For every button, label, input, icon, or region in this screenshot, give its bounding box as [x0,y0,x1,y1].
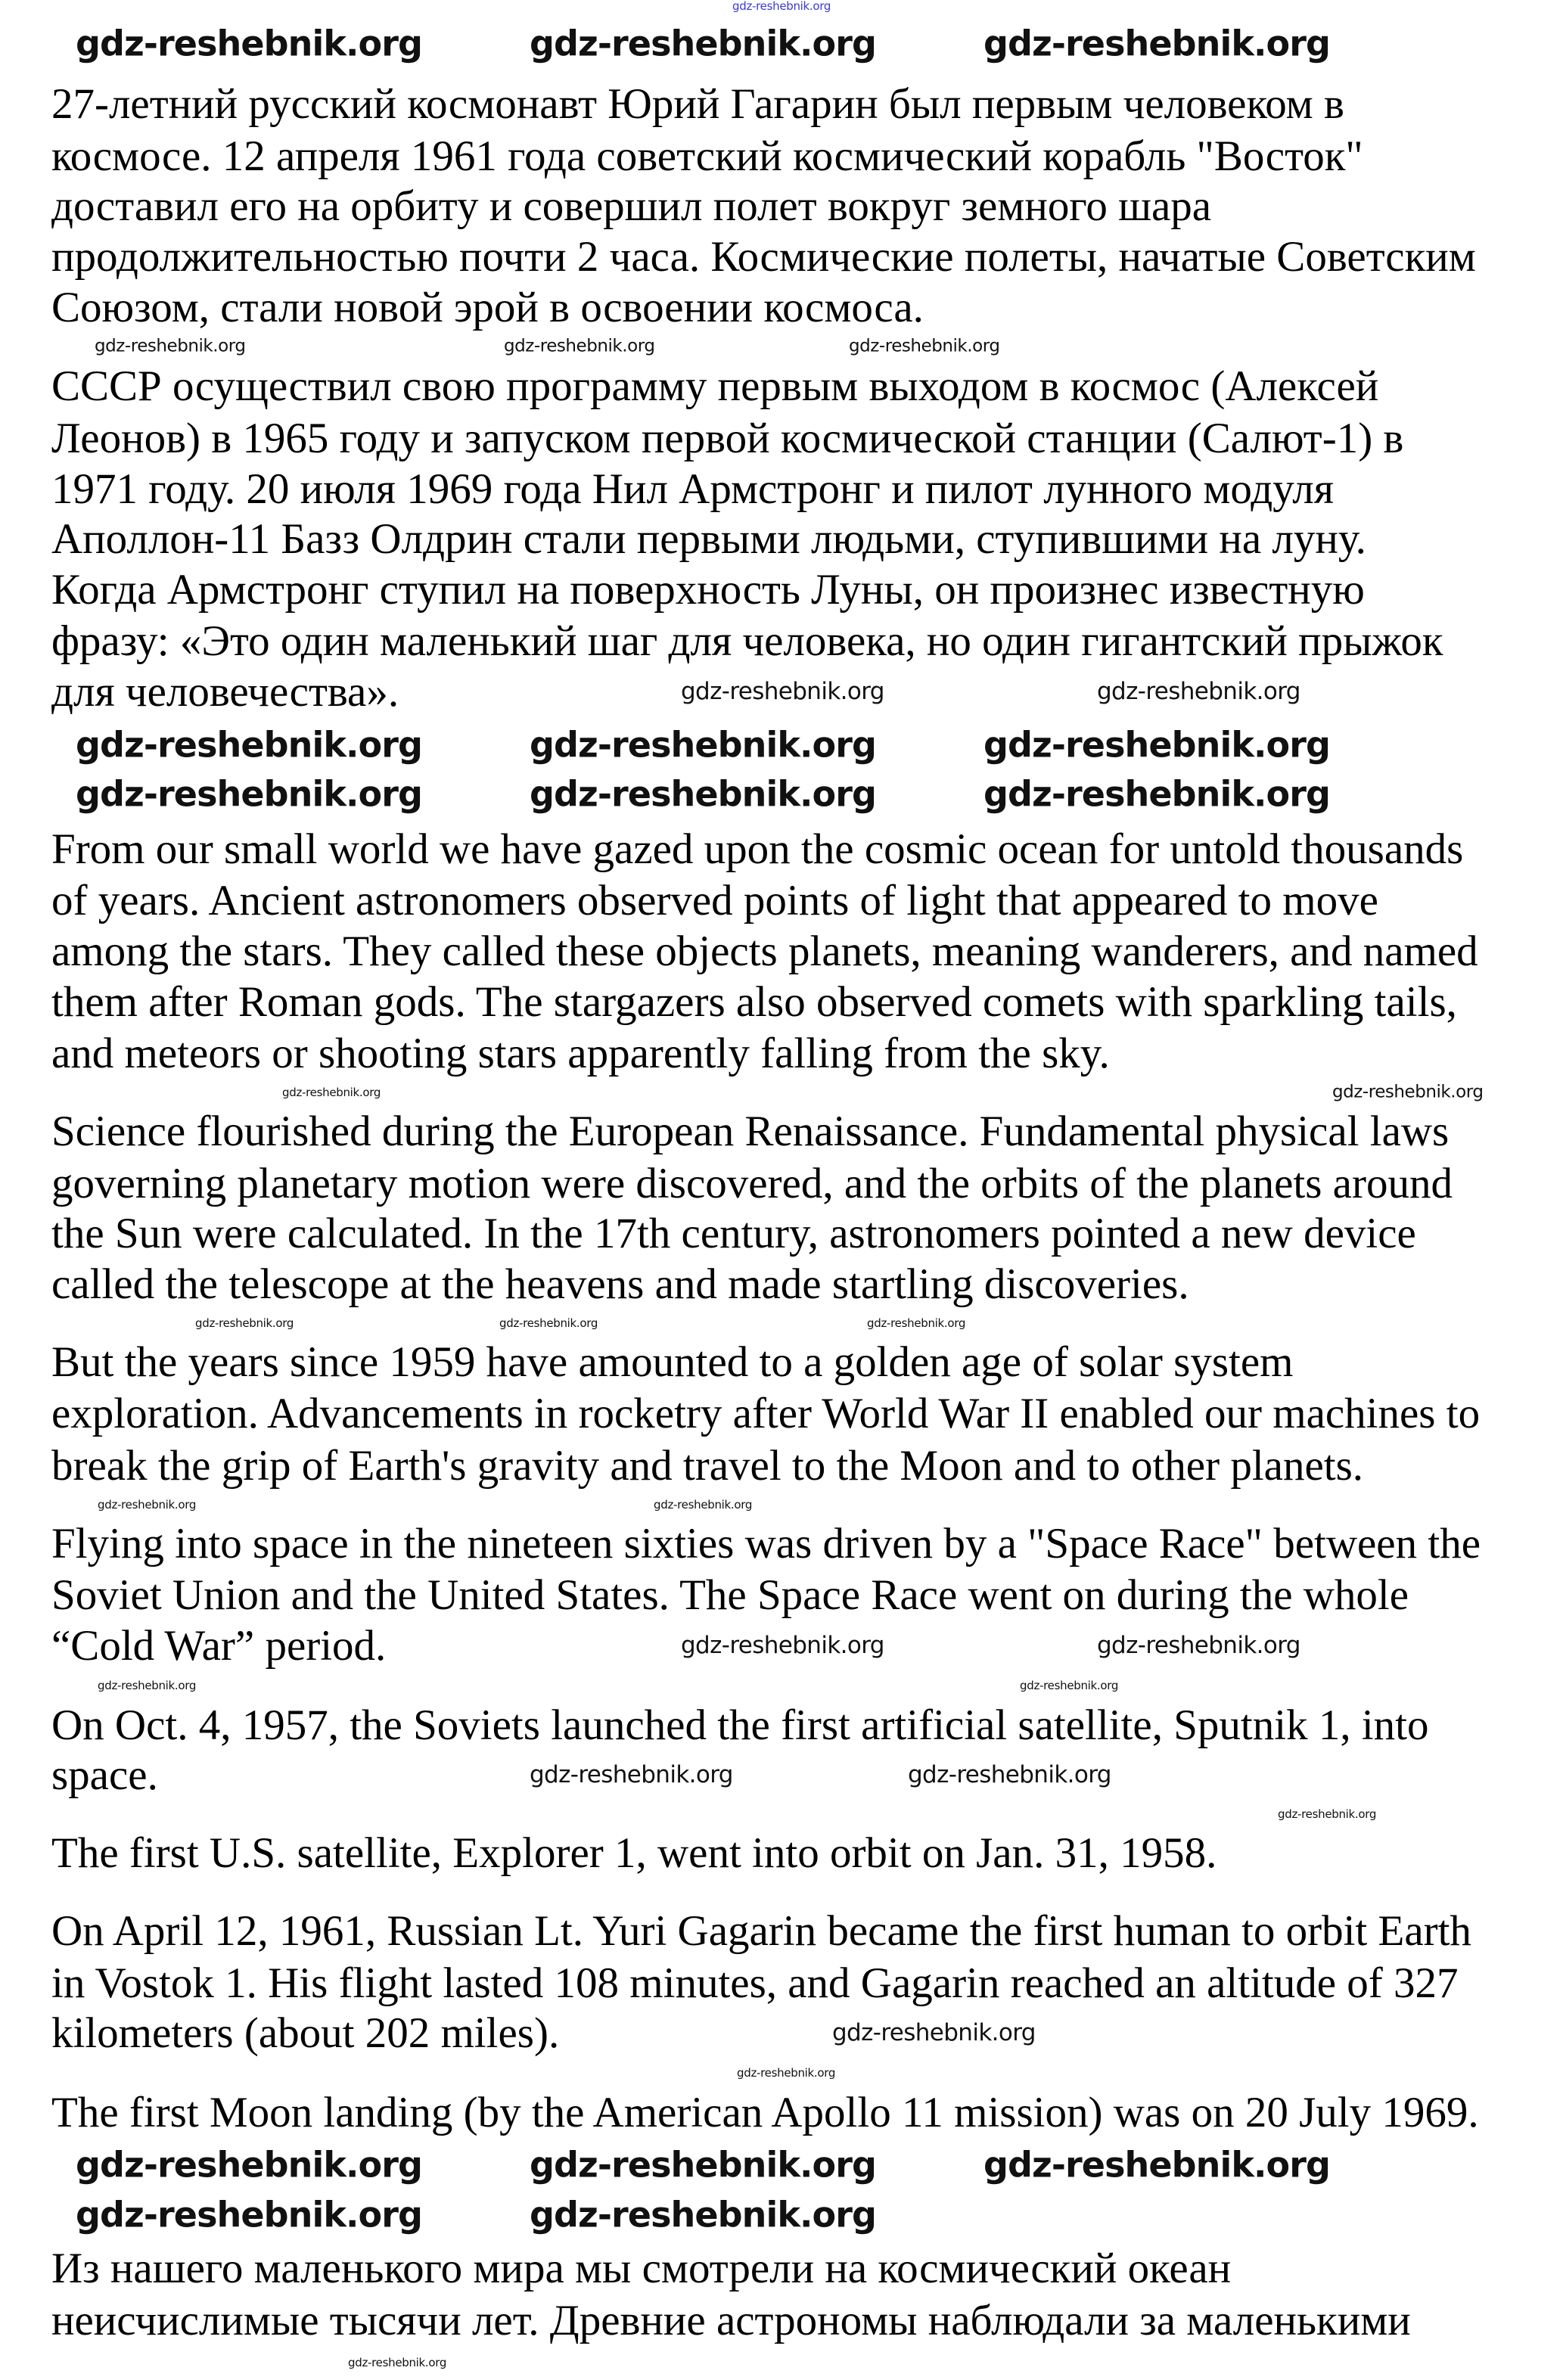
text-line: Леонов) в 1965 году и запуском первой космической станции (Салют-1) в [51,415,1404,462]
text-line: space. [51,1751,158,1799]
text-line: called the telescope at the heavens and made startling discoveries. [51,1260,1189,1308]
text-line: Союзом, стали новой эрой в освоении космоса. [51,284,924,331]
text-line: among the stars. They called these objects planets, meaning wanderers, and named [51,927,1478,975]
watermark: gdz-reshebnik.org [76,724,423,766]
watermark: gdz-reshebnik.org [867,1316,966,1330]
text-line: The first Moon landing (by the American Apollo 11 mission) was on 20 July 1969. [51,2089,1479,2136]
watermark: gdz-reshebnik.org [282,1085,381,1099]
watermark: gdz-reshebnik.org [530,2194,877,2236]
text-line: фразу: «Это один маленький шаг для человека, но один гигантский прыжок [51,617,1443,665]
watermark: gdz-reshebnik.org [98,1678,197,1692]
watermark: gdz-reshebnik.org [499,1316,598,1330]
watermark: gdz-reshebnik.org [530,773,877,815]
watermark: gdz-reshebnik.org [76,2144,423,2186]
watermark: gdz-reshebnik.org [98,1497,197,1512]
watermark: gdz-reshebnik.org [849,336,1000,356]
watermark: gdz-reshebnik.org [1097,1631,1300,1659]
watermark: gdz-reshebnik.org [348,2355,447,2369]
text-line: break the grip of Earth's gravity and travel to the Moon and to other planets. [51,1442,1364,1490]
text-line: exploration. Advancements in rocketry after World War II enabled our machines to [51,1390,1481,1437]
text-line: Аполлон-11 Базз Олдрин стали первыми людьми, ступившими на луну. [51,515,1366,563]
watermark: gdz-reshebnik.org [832,2018,1036,2046]
text-line: governing planetary motion were discovered, and the orbits of the planets around [51,1160,1453,1207]
watermark: gdz-reshebnik.org [983,773,1331,815]
watermark: gdz-reshebnik.org [76,2194,423,2236]
text-line: of years. Ancient astronomers observed points of light that appeared to move [51,877,1378,924]
text-line: космосе. 12 апреля 1961 года советский космический корабль "Восток" [51,132,1363,180]
text-line: неисчислимые тысячи лет. Древние астрономы наблюдали за маленькими [51,2297,1411,2344]
watermark: gdz-reshebnik.org [732,0,831,13]
text-line: Из нашего маленького мира мы смотрели на космический океан [51,2245,1232,2292]
watermark: gdz-reshebnik.org [983,2144,1331,2186]
text-line: From our small world we have gazed upon the cosmic ocean for untold thousands [51,825,1464,873]
watermark: gdz-reshebnik.org [908,1760,1111,1788]
text-line: On Oct. 4, 1957, the Soviets launched the first artificial satellite, Sputnik 1, into [51,1701,1429,1749]
watermark: gdz-reshebnik.org [195,1316,294,1330]
text-line: the Sun were calculated. In the 17th century, astronomers pointed a new device [51,1210,1416,1257]
text-line: and meteors or shooting stars apparently falling from the sky. [51,1030,1110,1077]
text-line: 27-летний русский космонавт Юрий Гагарин был первым человеком в [51,80,1344,128]
text-line: But the years since 1959 have amounted to a golden age of solar system [51,1338,1294,1386]
watermark: gdz-reshebnik.org [95,336,246,356]
watermark: gdz-reshebnik.org [530,2144,877,2186]
text-line: “Cold War” period. [51,1622,387,1670]
watermark: gdz-reshebnik.org [654,1497,753,1512]
text-line: продолжительностью почти 2 часа. Космические полеты, начатые Советским [51,233,1476,281]
text-line: доставил его на орбиту и совершил полет вокруг земного шара [51,182,1212,230]
text-line: The first U.S. satellite, Explorer 1, went into orbit on Jan. 31, 1958. [51,1829,1217,1877]
text-line: СССР осуществил свою программу первым выходом в космос (Алексей [51,362,1379,410]
watermark: gdz-reshebnik.org [1097,677,1300,705]
watermark: gdz-reshebnik.org [983,23,1331,64]
watermark: gdz-reshebnik.org [983,724,1331,766]
text-line: them after Roman gods. The stargazers also observed comets with sparkling tails, [51,978,1457,1026]
text-line: Flying into space in the nineteen sixties was driven by a "Space Race" between the [51,1520,1481,1568]
text-line: Когда Армстронг ступил на поверхность Луны, он произнес известную [51,566,1365,614]
watermark: gdz-reshebnik.org [681,677,884,705]
watermark: gdz-reshebnik.org [1332,1082,1484,1102]
text-line: 1971 году. 20 июля 1969 года Нил Армстронг и пилот лунного модуля [51,465,1334,513]
text-line: для человечества». [51,668,399,716]
watermark: gdz-reshebnik.org [681,1631,884,1659]
text-line: in Vostok 1. His flight lasted 108 minutes, and Gagarin reached an altitude of 327 [51,1959,1459,2007]
watermark: gdz-reshebnik.org [504,336,655,356]
text-line: kilometers (about 202 miles). [51,2009,560,2057]
text-line: Soviet Union and the United States. The Space Race went on during the whole [51,1571,1409,1619]
watermark: gdz-reshebnik.org [530,724,877,766]
watermark: gdz-reshebnik.org [737,2065,836,2080]
watermark: gdz-reshebnik.org [530,23,877,64]
watermark: gdz-reshebnik.org [1020,1678,1119,1692]
watermark: gdz-reshebnik.org [530,1760,733,1788]
watermark: gdz-reshebnik.org [76,773,423,815]
text-line: On April 12, 1961, Russian Lt. Yuri Gagarin became the first human to orbit Earth [51,1907,1471,1955]
watermark: gdz-reshebnik.org [76,23,423,64]
watermark: gdz-reshebnik.org [1278,1807,1377,1821]
text-line: Science flourished during the European Renaissance. Fundamental physical laws [51,1108,1450,1155]
